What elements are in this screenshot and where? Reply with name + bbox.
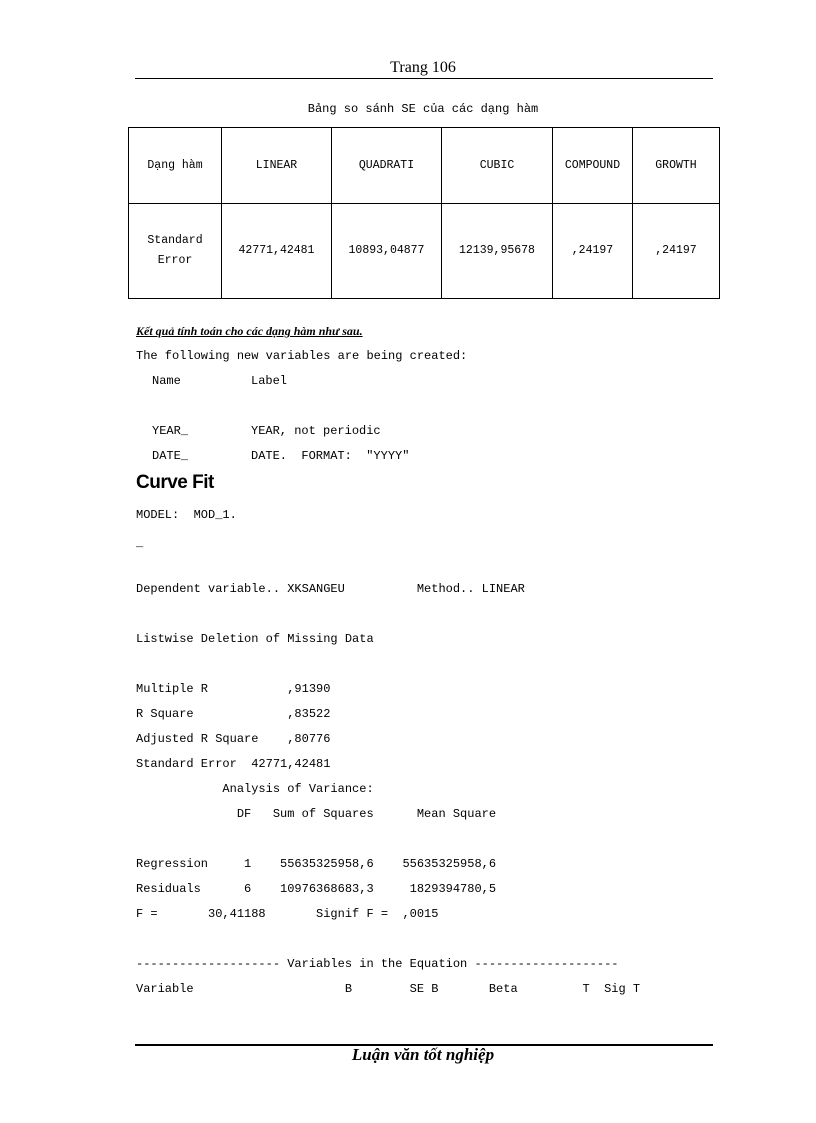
residuals-row: Residuals 6 10976368683,3 1829394780,5 xyxy=(136,882,497,896)
regression-row: Regression 1 55635325958,6 55635325958,6 xyxy=(136,857,497,871)
row-label xyxy=(129,204,222,299)
variable-label: DATE. FORMAT: "YYYY" xyxy=(251,449,410,463)
column-header: CUBIC xyxy=(442,128,553,204)
table-cell: ,24197 xyxy=(553,204,633,299)
adjusted-r-square-line: Adjusted R Square ,80776 xyxy=(136,732,331,746)
column-header: QUADRATI xyxy=(332,128,442,204)
model-line: MODEL: MOD_1. xyxy=(136,508,237,522)
table-cell: 42771,42481 xyxy=(222,204,332,299)
column-header: GROWTH xyxy=(633,128,720,204)
equation-header: Variable B SE B Beta T Sig T xyxy=(136,982,641,996)
r-square-line: R Square ,83522 xyxy=(136,707,331,721)
section-heading: Kết quả tính toán cho các dạng hàm như sau. xyxy=(136,324,363,338)
table-cell: ,24197 xyxy=(633,204,720,299)
row-label-line: Standard xyxy=(147,234,203,247)
anova-title: Analysis of Variance: xyxy=(136,782,374,796)
row-label-line: Error xyxy=(157,254,193,267)
curve-fit-title: Curve Fit xyxy=(136,472,214,493)
listwise-line: Listwise Deletion of Missing Data xyxy=(136,632,374,646)
dependent-variable-line: Dependent variable.. XKSANGEU Method.. LINEAR xyxy=(136,582,525,596)
table-cell: 10893,04877 xyxy=(332,204,442,299)
header-rule xyxy=(135,78,713,79)
table-header-row xyxy=(129,128,720,204)
page-header: Trang 106 xyxy=(390,59,456,76)
table-cell: 12139,95678 xyxy=(442,204,553,299)
standard-error-line: Standard Error 42771,42481 xyxy=(136,757,331,771)
anova-header: DF Sum of Squares Mean Square xyxy=(136,807,497,821)
multiple-r-line: Multiple R ,91390 xyxy=(136,682,331,696)
se-comparison-table xyxy=(128,127,720,299)
page-footer: Luận văn tốt nghiệp xyxy=(351,1045,495,1064)
table-row xyxy=(129,204,720,299)
column-header: COMPOUND xyxy=(553,128,633,204)
table-caption: Bảng so sánh SE của các dạng hàm xyxy=(307,102,539,116)
cursor-mark: _ xyxy=(136,536,144,550)
column-header: LINEAR xyxy=(222,128,332,204)
f-statistic-line: F = 30,41188 Signif F = ,0015 xyxy=(136,907,439,921)
variable-label: YEAR, not periodic xyxy=(251,424,381,438)
column-label-header: Label xyxy=(251,374,288,388)
equation-divider: -------------------- Variables in the Equation -------------------- xyxy=(136,957,619,971)
table-header-label: Dạng hàm xyxy=(129,128,222,204)
column-name-header: Name xyxy=(152,374,181,388)
variable-name: DATE_ xyxy=(152,449,189,463)
variable-name: YEAR_ xyxy=(152,424,189,438)
variables-intro: The following new variables are being created: xyxy=(136,349,468,363)
